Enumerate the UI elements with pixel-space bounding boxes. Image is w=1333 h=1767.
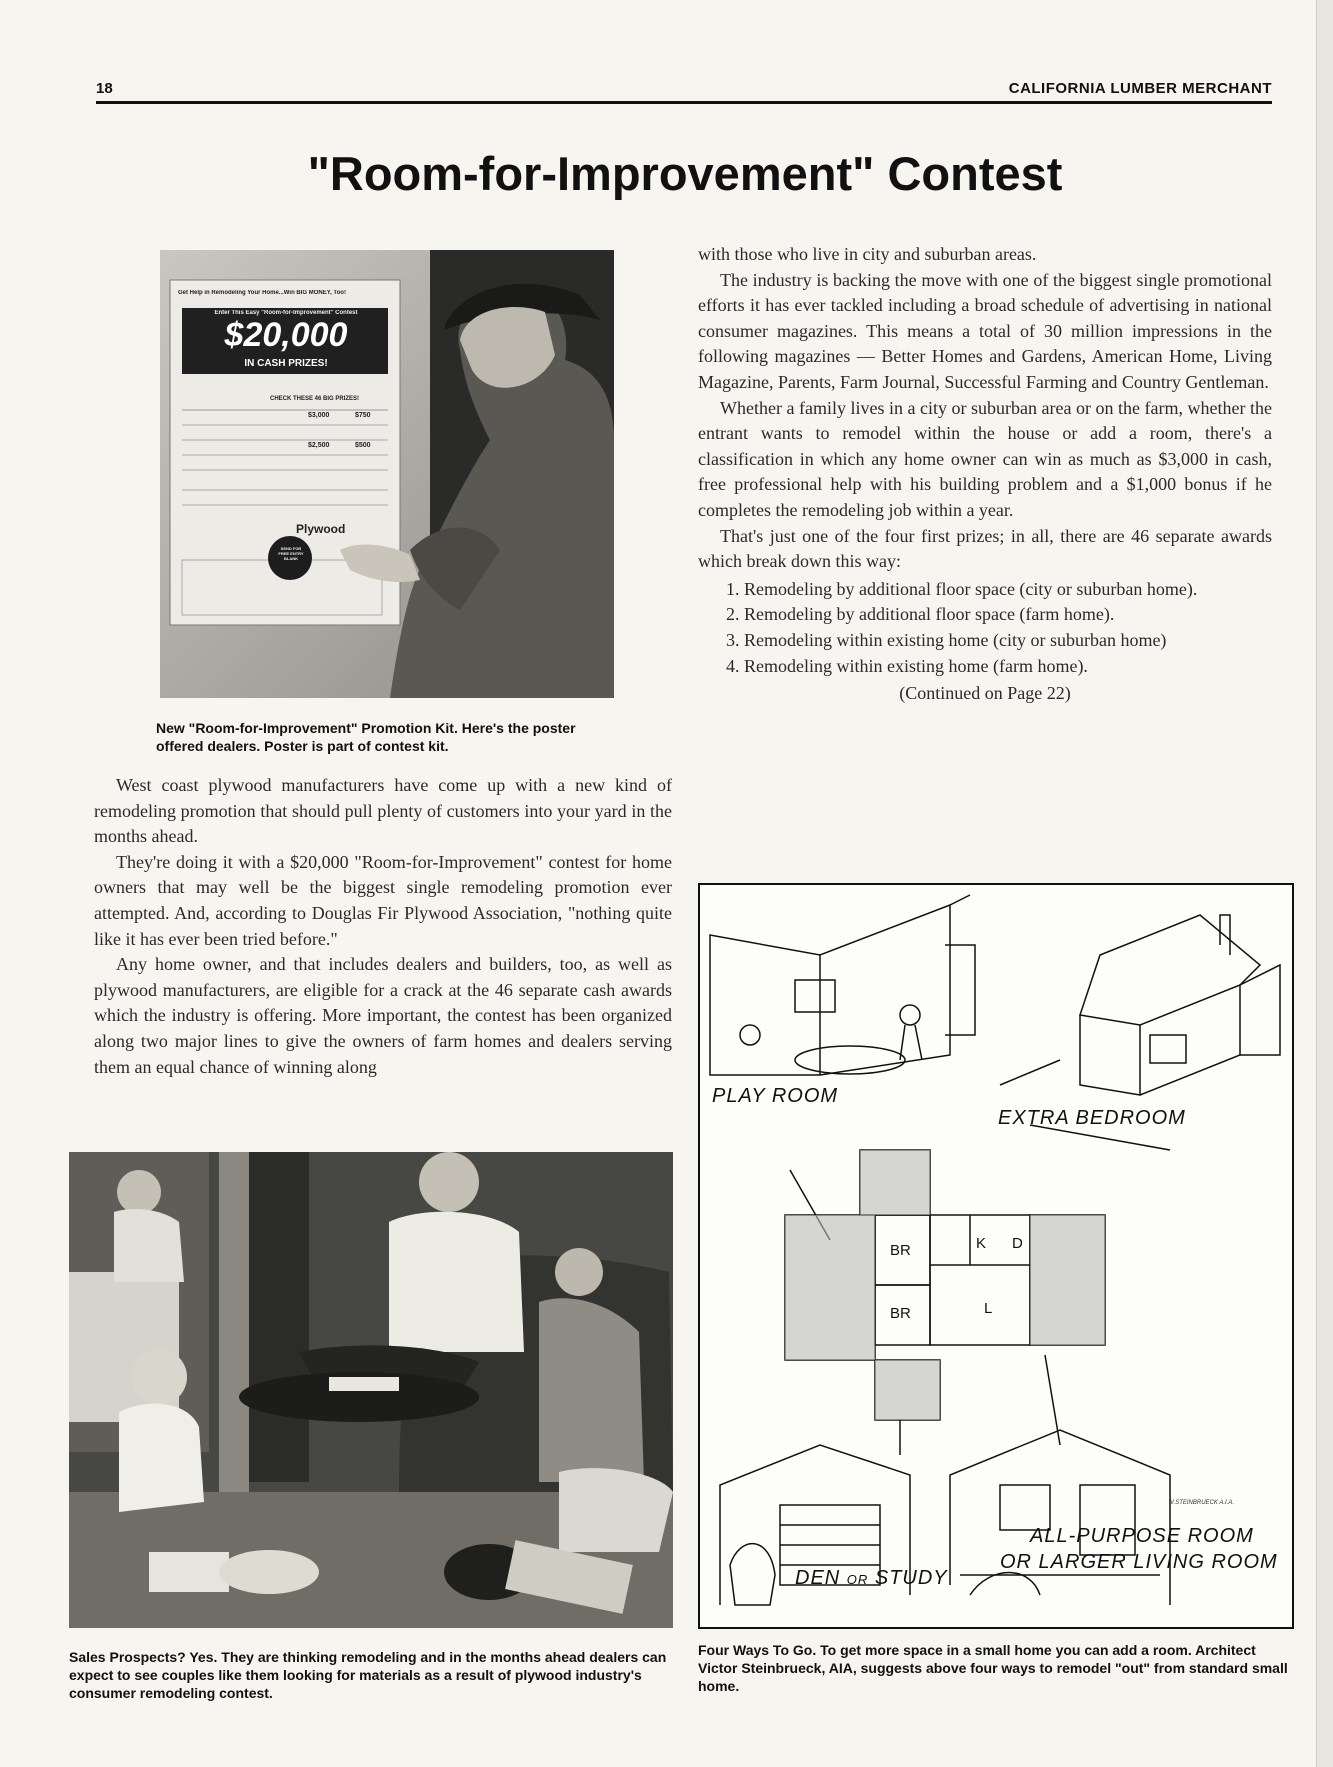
poster-prize-1: $3,000 [308,412,330,419]
article-title: "Room-for-Improvement" Contest [307,147,1063,200]
plan-br-2: BR [890,1305,911,1322]
label-den: DEN [795,1567,841,1589]
family-photo [69,1152,673,1628]
label-study: STUDY [874,1567,948,1589]
label-or: OR [846,1572,869,1587]
poster-photo [160,250,614,698]
poster-caption: New "Room-for-Improvement" Promotion Kit. Here's the poster offered dealers. Poster is part of contest kit. [156,720,576,754]
page-number: 18 [96,80,113,97]
publication-name: CALIFORNIA LUMBER MERCHANT [1008,80,1272,97]
poster-send-line: SEND FOR FREE ENTRY BLANK [278,546,304,561]
left-column [94,773,672,1080]
label-all-purpose-room: ALL-PURPOSE ROOM [1030,1525,1254,1547]
award-item: 2. Remodeling by additional floor space (farm home). [744,602,1272,628]
plan-br-1: BR [890,1242,911,1259]
award-item: 3. Remodeling within existing home (city or suburban home) [744,628,1272,654]
poster-cash-line: IN CASH PRIZES! [244,358,328,369]
label-extra-bedroom: EXTRA BEDROOM [998,1107,1186,1129]
label-play-room: PLAY ROOM [712,1085,839,1107]
poster-top-line: Get Help in Remodeling Your Home...Win BIG MONEY, Too! [178,290,346,296]
poster-prize-4: $500 [355,442,371,449]
poster-prize-3: $2,500 [308,442,330,449]
award-item: 1. Remodeling by additional floor space (city or suburban home). [744,577,1272,603]
header-rule [96,101,1272,104]
diagram-caption: Four Ways To Go. To get more space in a small home you can add a room. Architect Victor Steinbrueck, AIA, suggests above four ways to remodel "out" from standard small home. [698,1642,1288,1694]
right-column [698,242,1272,707]
poster-brand: Plywood [296,522,346,536]
award-list [698,577,1272,679]
paragraph-2: They're doing it with a $20,000 "Room-for-Improvement" contest for home owners that may well be the biggest single remodeling promotion ever attempted. And, according to Douglas Fir Plywood Association, "nothing quite like it has ever been tried before." [94,851,672,949]
remodel-diagram [698,883,1294,1629]
paragraph-7: That's just one of the four first prizes; in all, there are 46 separate awards which break down this way: [698,525,1272,572]
paragraph-6: Whether a family lives in a city or suburban area or on the farm, whether the entrant wants to remodel within the house or add a room, there's a classification in which any home owner can win as much as $3,000 in cash, free professional help with his building problem and a $1,000 bonus if he completes the remodeling job within a year. [698,397,1272,520]
poster-amount: $20,000 [224,316,348,354]
poster-check-line: CHECK THESE 46 BIG PRIZES! [270,396,360,402]
label-den-or-study [795,1567,948,1590]
poster-enter-line: Enter This Easy "Room-for-Improvement" Contest [214,310,358,316]
paragraph-1: West coast plywood manufacturers have come up with a new kind of remodeling promotion that should pull plenty of customers into your yard in the months ahead. [94,775,672,847]
label-larger-living-room: OR LARGER LIVING ROOM [1000,1551,1278,1573]
plan-l: L [984,1300,993,1317]
artist-signature: V.STEINBRUECK A.I.A. [1170,1500,1235,1506]
plan-d: D [1012,1235,1023,1252]
award-item: 4. Remodeling within existing home (farm home). [744,654,1272,680]
continued-note: (Continued on Page 22) [899,683,1071,704]
paragraph-5: The industry is backing the move with one of the biggest single promotional efforts it has ever tackled including a broad schedule of advertising in national consumer magazines. This means a total of 30 million impressions in the following magazines — Better Homes and Gardens, American Home, Living Magazine, Parents, Farm Journal, Successful Farming and Country Gentleman. [698,269,1272,392]
paragraph-4: with those who live in city and suburban areas. [698,244,1037,264]
page-edge [1316,0,1333,1767]
poster-prize-2: $750 [355,412,371,419]
plan-k: K [976,1235,987,1252]
paragraph-3: Any home owner, and that includes dealers and builders, too, as well as plywood manufacturers, are eligible for a crack at the 46 separate cash awards which the industry is offering. More important, the contest has been organized along two major lines to give the owners of farm homes and dealers serving them an equal chance of winning along [94,954,672,1077]
family-caption: Sales Prospects? Yes. They are thinking remodeling and in the months ahead dealers can expect to see couples like them looking for materials as a result of plywood industry's consumer remodeling contest. [69,1649,667,1701]
